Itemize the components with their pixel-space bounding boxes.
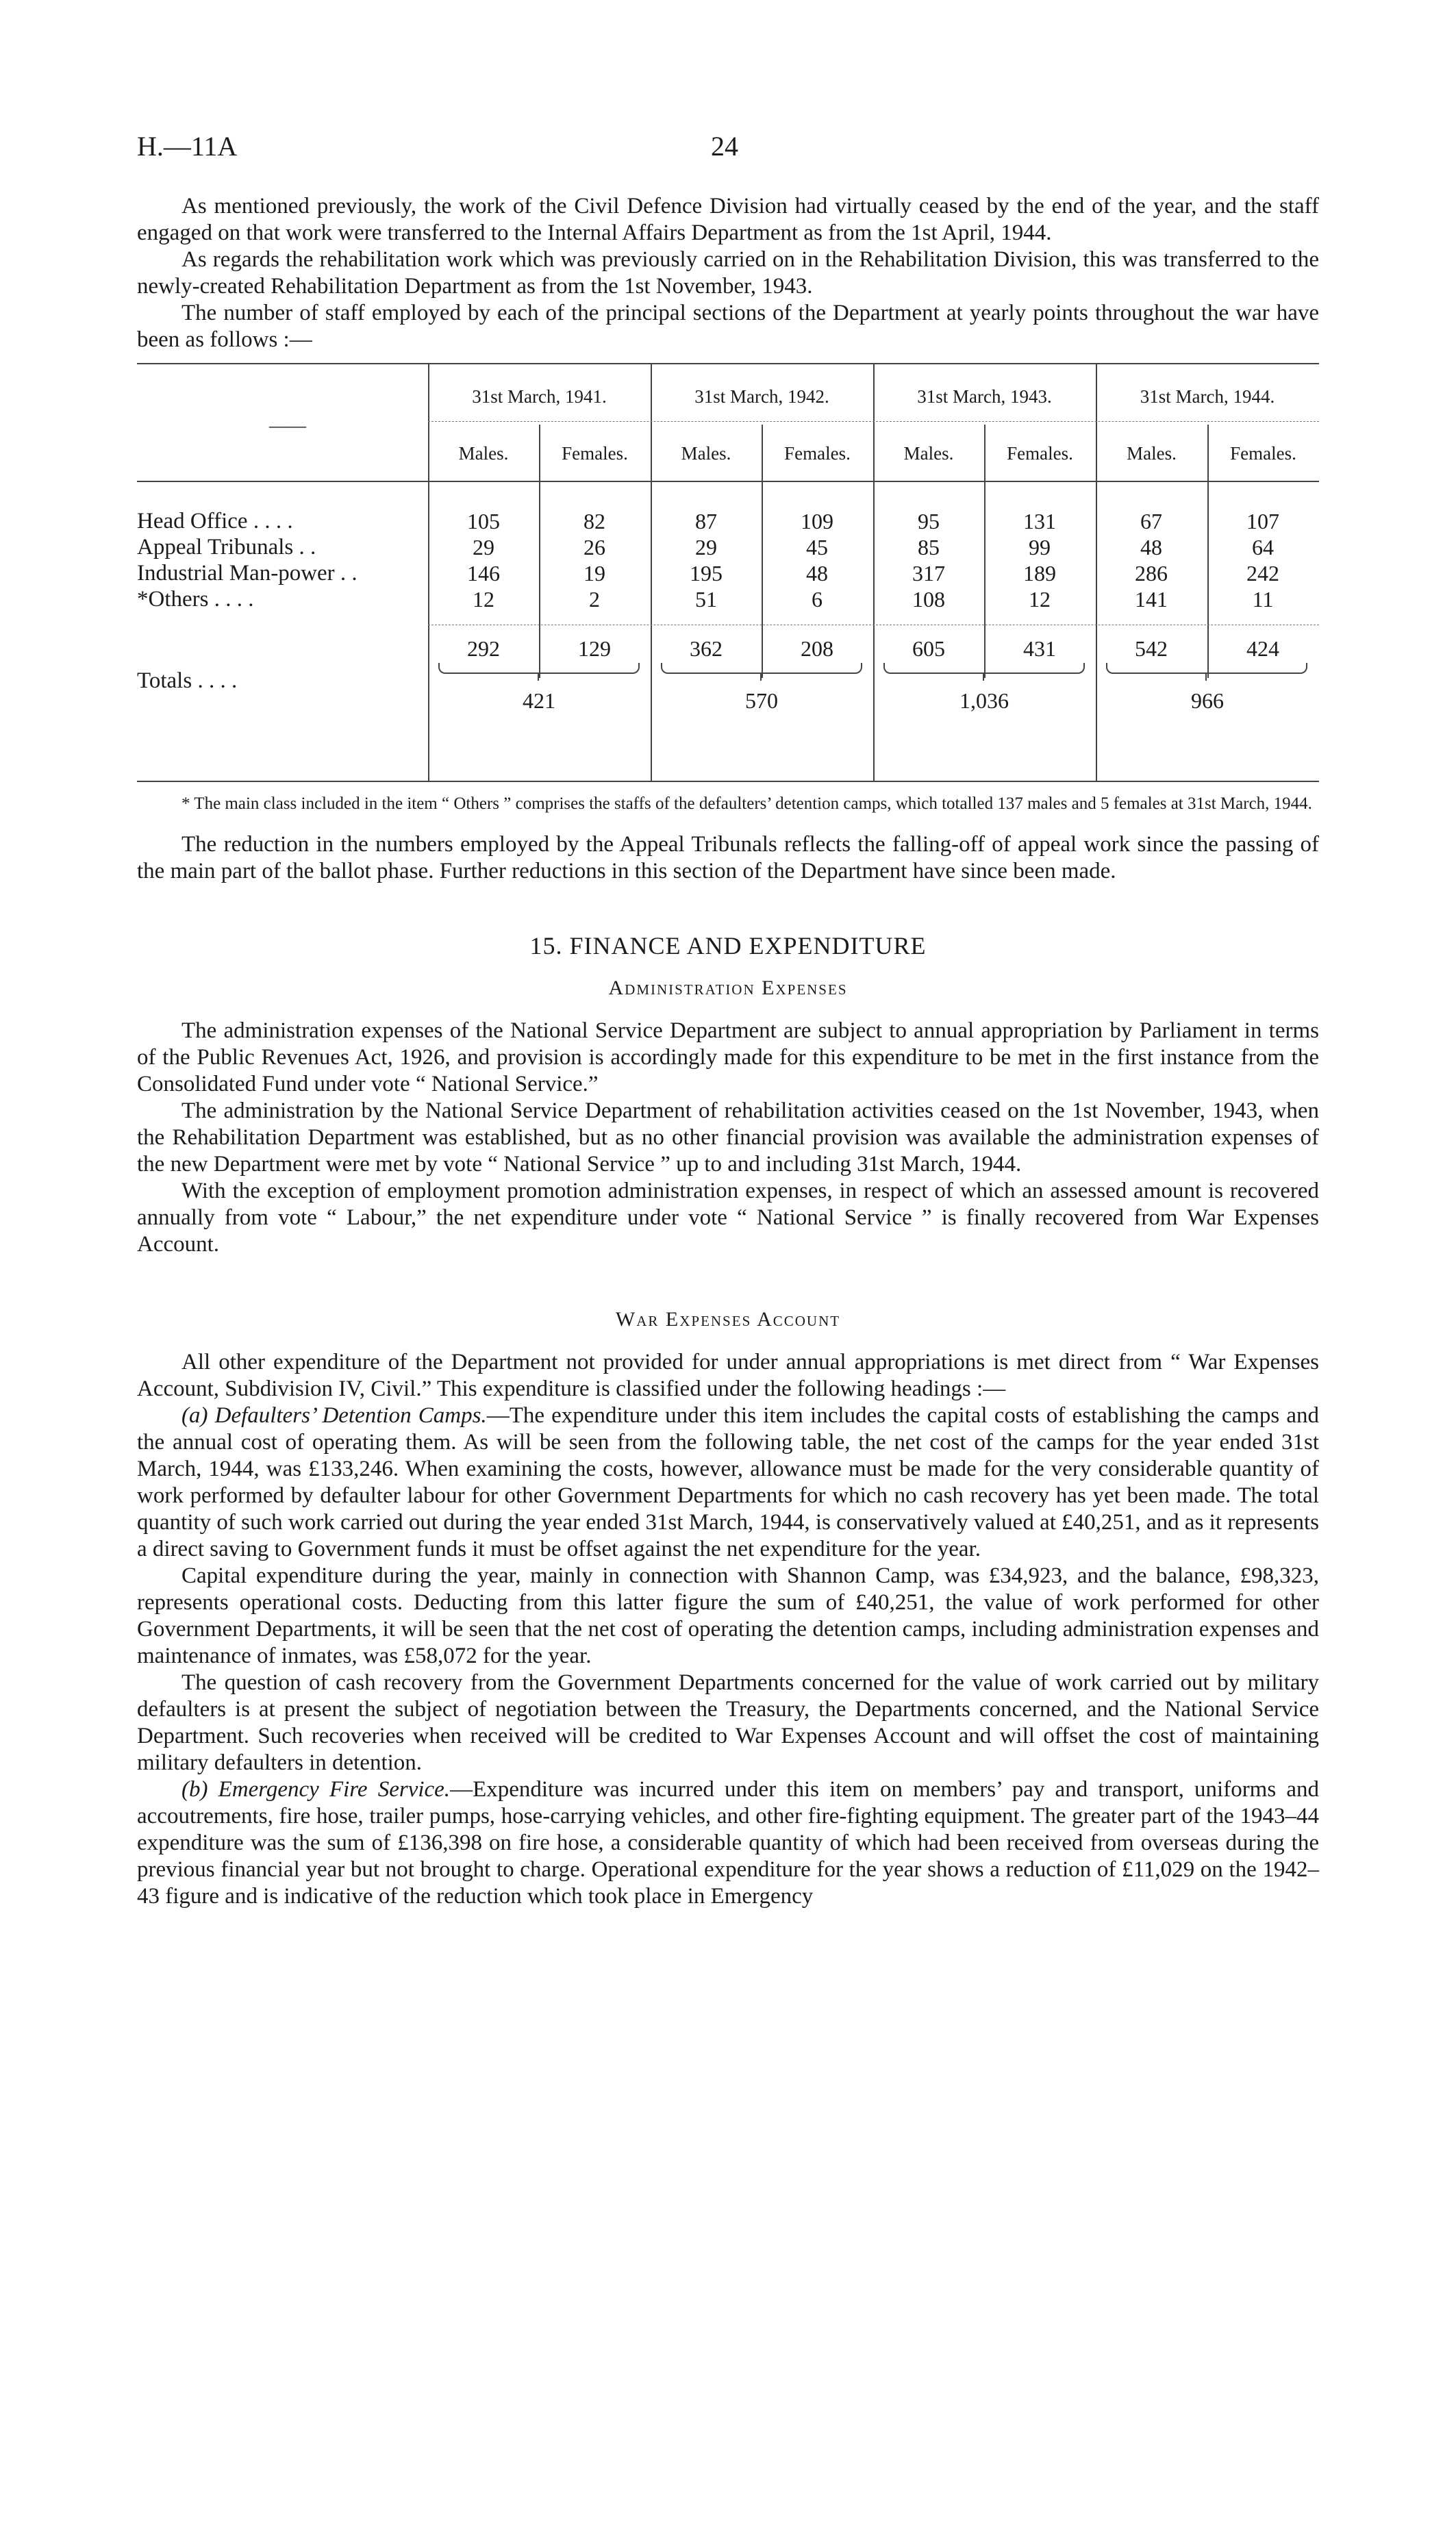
total-brace <box>883 663 1085 674</box>
total-brace <box>661 663 862 674</box>
admin-paragraph-1: The administration expenses of the National Service Department are subject to annual appropriation by Parliament in terms of the Public Revenues Act, 1926, and provision is accordingly made for this expenditure to be met in the first instance from the Consolidated Fund under vote “ National Service.” <box>137 1018 1319 1096</box>
after-table-paragraph: The reduction in the numbers employed by the Appeal Tribunals reflects the falling-off of appeal work since the passing of the main part of the ballot phase. Further reductions in this section of the Department have since been made. <box>137 832 1319 883</box>
staff-table <box>137 363 1319 782</box>
row-label: Head Office . . . . <box>137 509 293 533</box>
cell-value: 6 <box>812 587 823 612</box>
table-footnote: * The main class included in the item “ Others ” comprises the staffs of the defaulters’ detention camps, which totalled 137 males and 5 females at 31st March, 1944. <box>181 794 1312 813</box>
report-reference: H.—11A <box>137 131 238 162</box>
war-paragraph-2: Capital expenditure during the year, mainly in connection with Shannon Camp, was £34,923, and the balance, £98,323, represents operational costs. Deducting from this latter figure the sum of £40,251, the value of work performed for other Government Departments, it will be seen that the net cost of operating the detention camps, including administration expenses and maintenance of inmates, was £58,072 for the year. <box>137 1563 1319 1668</box>
sub-header-females: Females. <box>784 443 851 464</box>
total-value: 542 <box>1135 636 1168 661</box>
item-b-text: —Expenditure was incurred under this item on members’ pay and transport, uniforms and accoutrements, fire hose, trailer pumps, hose-carrying vehicles, and other fire-fighting equipment. The greater part of the 1943–44 expenditure was the sum of £136,398 on fire hose, a considerable quantity of which had been received from overseas during the previous financial year but not brought to charge. Operational expenditure for the year shows a reduction of £11,029 on the 1942–43 figure and is indicative of the reduction which took place in Emergency <box>137 1777 1319 1909</box>
war-paragraph-3: The question of cash recovery from the Government Departments concerned for the value of work carried out by military defaulters is at present the subject of negotiation between the Treasury, the Departments concerned, and the National Service Department. Such recoveries when received will be credited to War Expenses Account and will offset the cost of maintaining military defaulters in detention. <box>137 1670 1319 1775</box>
cell-value: 45 <box>806 535 828 559</box>
total-brace <box>438 663 640 674</box>
cell-value: 11 <box>1252 587 1274 612</box>
cell-value: 105 <box>467 509 500 533</box>
cell-value: 195 <box>690 561 723 586</box>
cell-value: 189 <box>1023 561 1056 586</box>
cell-value: 95 <box>918 509 940 533</box>
cell-value: 146 <box>467 561 500 586</box>
subsection-war-expenses-account: War Expenses Account <box>615 1308 841 1331</box>
sub-header-males: Males. <box>1127 443 1177 464</box>
grand-total-value: 570 <box>745 688 778 713</box>
cell-value: 12 <box>473 587 494 612</box>
grand-total-value: 421 <box>523 688 555 713</box>
page-body <box>137 193 1319 1910</box>
cell-value: 67 <box>1140 509 1162 533</box>
table-stub-header: —— <box>269 415 306 436</box>
admin-paragraph-2: The administration by the National Service Department of rehabilitation activities ceased on the 1st November, 1943, when the Rehabilitation Department was established, but as no other financial provision was available the administration expenses of the new Department were met by vote “ National Service ” up to and including 31st March, 1944. <box>137 1098 1319 1177</box>
war-paragraph-b <box>137 1776 1319 1910</box>
total-value: 362 <box>690 636 723 661</box>
total-brace <box>1106 663 1307 674</box>
sub-header-males: Males. <box>681 443 731 464</box>
cell-value: 99 <box>1029 535 1051 559</box>
cell-value: 12 <box>1029 587 1051 612</box>
cell-value: 242 <box>1246 561 1279 586</box>
subsection-administration-expenses: Administration Expenses <box>608 977 848 999</box>
total-value: 129 <box>578 636 611 661</box>
total-value: 431 <box>1023 636 1056 661</box>
sub-header-females: Females. <box>562 443 628 464</box>
cell-value: 26 <box>583 535 605 559</box>
sub-header-females: Females. <box>1007 443 1073 464</box>
war-paragraph-a <box>137 1403 1319 1563</box>
cell-value: 48 <box>1140 535 1162 559</box>
cell-value: 48 <box>806 561 828 586</box>
war-paragraph-1: All other expenditure of the Department not provided for under annual appropriations is met direct from “ War Expenses Account, Subdivision IV, Civil.” This expenditure is classified under the following headings :— <box>137 1350 1319 1401</box>
item-a-heading: (a) Defaulters’ Detention Camps. <box>181 1403 487 1428</box>
cell-value: 29 <box>473 535 494 559</box>
intro-paragraph-2: As regards the rehabilitation work which was previously carried on in the Rehabilitation Division, this was transferred to the newly-created Rehabilitation Department as from the 1st November, 1943. <box>137 247 1319 299</box>
sub-header-males: Males. <box>458 443 509 464</box>
admin-paragraph-3: With the exception of employment promotion administration expenses, in respect of which an assessed amount is recovered annually from vote “ Labour,” the net expenditure under vote “ National Service ” is finally recovered from War Expenses Account. <box>137 1179 1319 1257</box>
cell-value: 85 <box>918 535 940 559</box>
cell-value: 64 <box>1252 535 1274 559</box>
total-value: 292 <box>467 636 500 661</box>
page-number: 24 <box>711 131 738 162</box>
intro-paragraph-3: The number of staff employed by each of the principal sections of the Department at yearly points throughout the war have been as follows :— <box>137 301 1319 352</box>
totals-label: Totals . . . . <box>137 668 238 693</box>
row-label: Industrial Man-power . . <box>137 561 357 586</box>
sub-header-males: Males. <box>903 443 954 464</box>
period-header-1941: 31st March, 1941. <box>472 386 607 407</box>
sub-header-females: Females. <box>1230 443 1296 464</box>
cell-value: 109 <box>801 509 833 533</box>
item-a-text: —The expenditure under this item includes the capital costs of establishing the camps and the annual cost of operating them. As will be seen from the following table, the net cost of the camps for the year ended 31st March, 1944, was £133,246. When examining the costs, however, allowance must be made for the very considerable quantity of work performed by defaulter labour for other Government Departments for which no cash recovery has yet been made. The total quantity of such work carried out during the year ended 31st March, 1944, is conservatively valued at £40,251, and as it represents a direct saving to Government funds it must be offset against the net expenditure for the year. <box>137 1403 1319 1561</box>
period-header-1944: 31st March, 1944. <box>1140 386 1275 407</box>
cell-value: 82 <box>583 509 605 533</box>
cell-value: 107 <box>1246 509 1279 533</box>
cell-value: 87 <box>695 509 717 533</box>
item-b-heading: (b) Emergency Fire Service. <box>181 1777 451 1802</box>
row-label: Appeal Tribunals . . <box>137 535 316 559</box>
total-value: 424 <box>1246 636 1279 661</box>
cell-value: 317 <box>912 561 945 586</box>
cell-value: 19 <box>583 561 605 586</box>
cell-value: 131 <box>1023 509 1056 533</box>
grand-total-value: 966 <box>1191 688 1224 713</box>
intro-paragraph-1: As mentioned previously, the work of the Civil Defence Division had virtually ceased by the end of the year, and the staff engaged on that work were transferred to the Internal Affairs Department as from the 1st April, 1944. <box>137 194 1319 245</box>
row-label: *Others . . . . <box>137 587 254 612</box>
cell-value: 29 <box>695 535 717 559</box>
total-value: 605 <box>912 636 945 661</box>
cell-value: 51 <box>695 587 717 612</box>
page-header <box>137 130 1319 171</box>
period-header-1942: 31st March, 1942. <box>694 386 829 407</box>
total-value: 208 <box>801 636 833 661</box>
period-header-1943: 31st March, 1943. <box>917 386 1052 407</box>
cell-value: 2 <box>589 587 600 612</box>
section-title: 15. FINANCE AND EXPENDITURE <box>529 932 927 959</box>
cell-value: 286 <box>1135 561 1168 586</box>
cell-value: 141 <box>1135 587 1168 612</box>
cell-value: 108 <box>912 587 945 612</box>
grand-total-value: 1,036 <box>959 688 1009 713</box>
